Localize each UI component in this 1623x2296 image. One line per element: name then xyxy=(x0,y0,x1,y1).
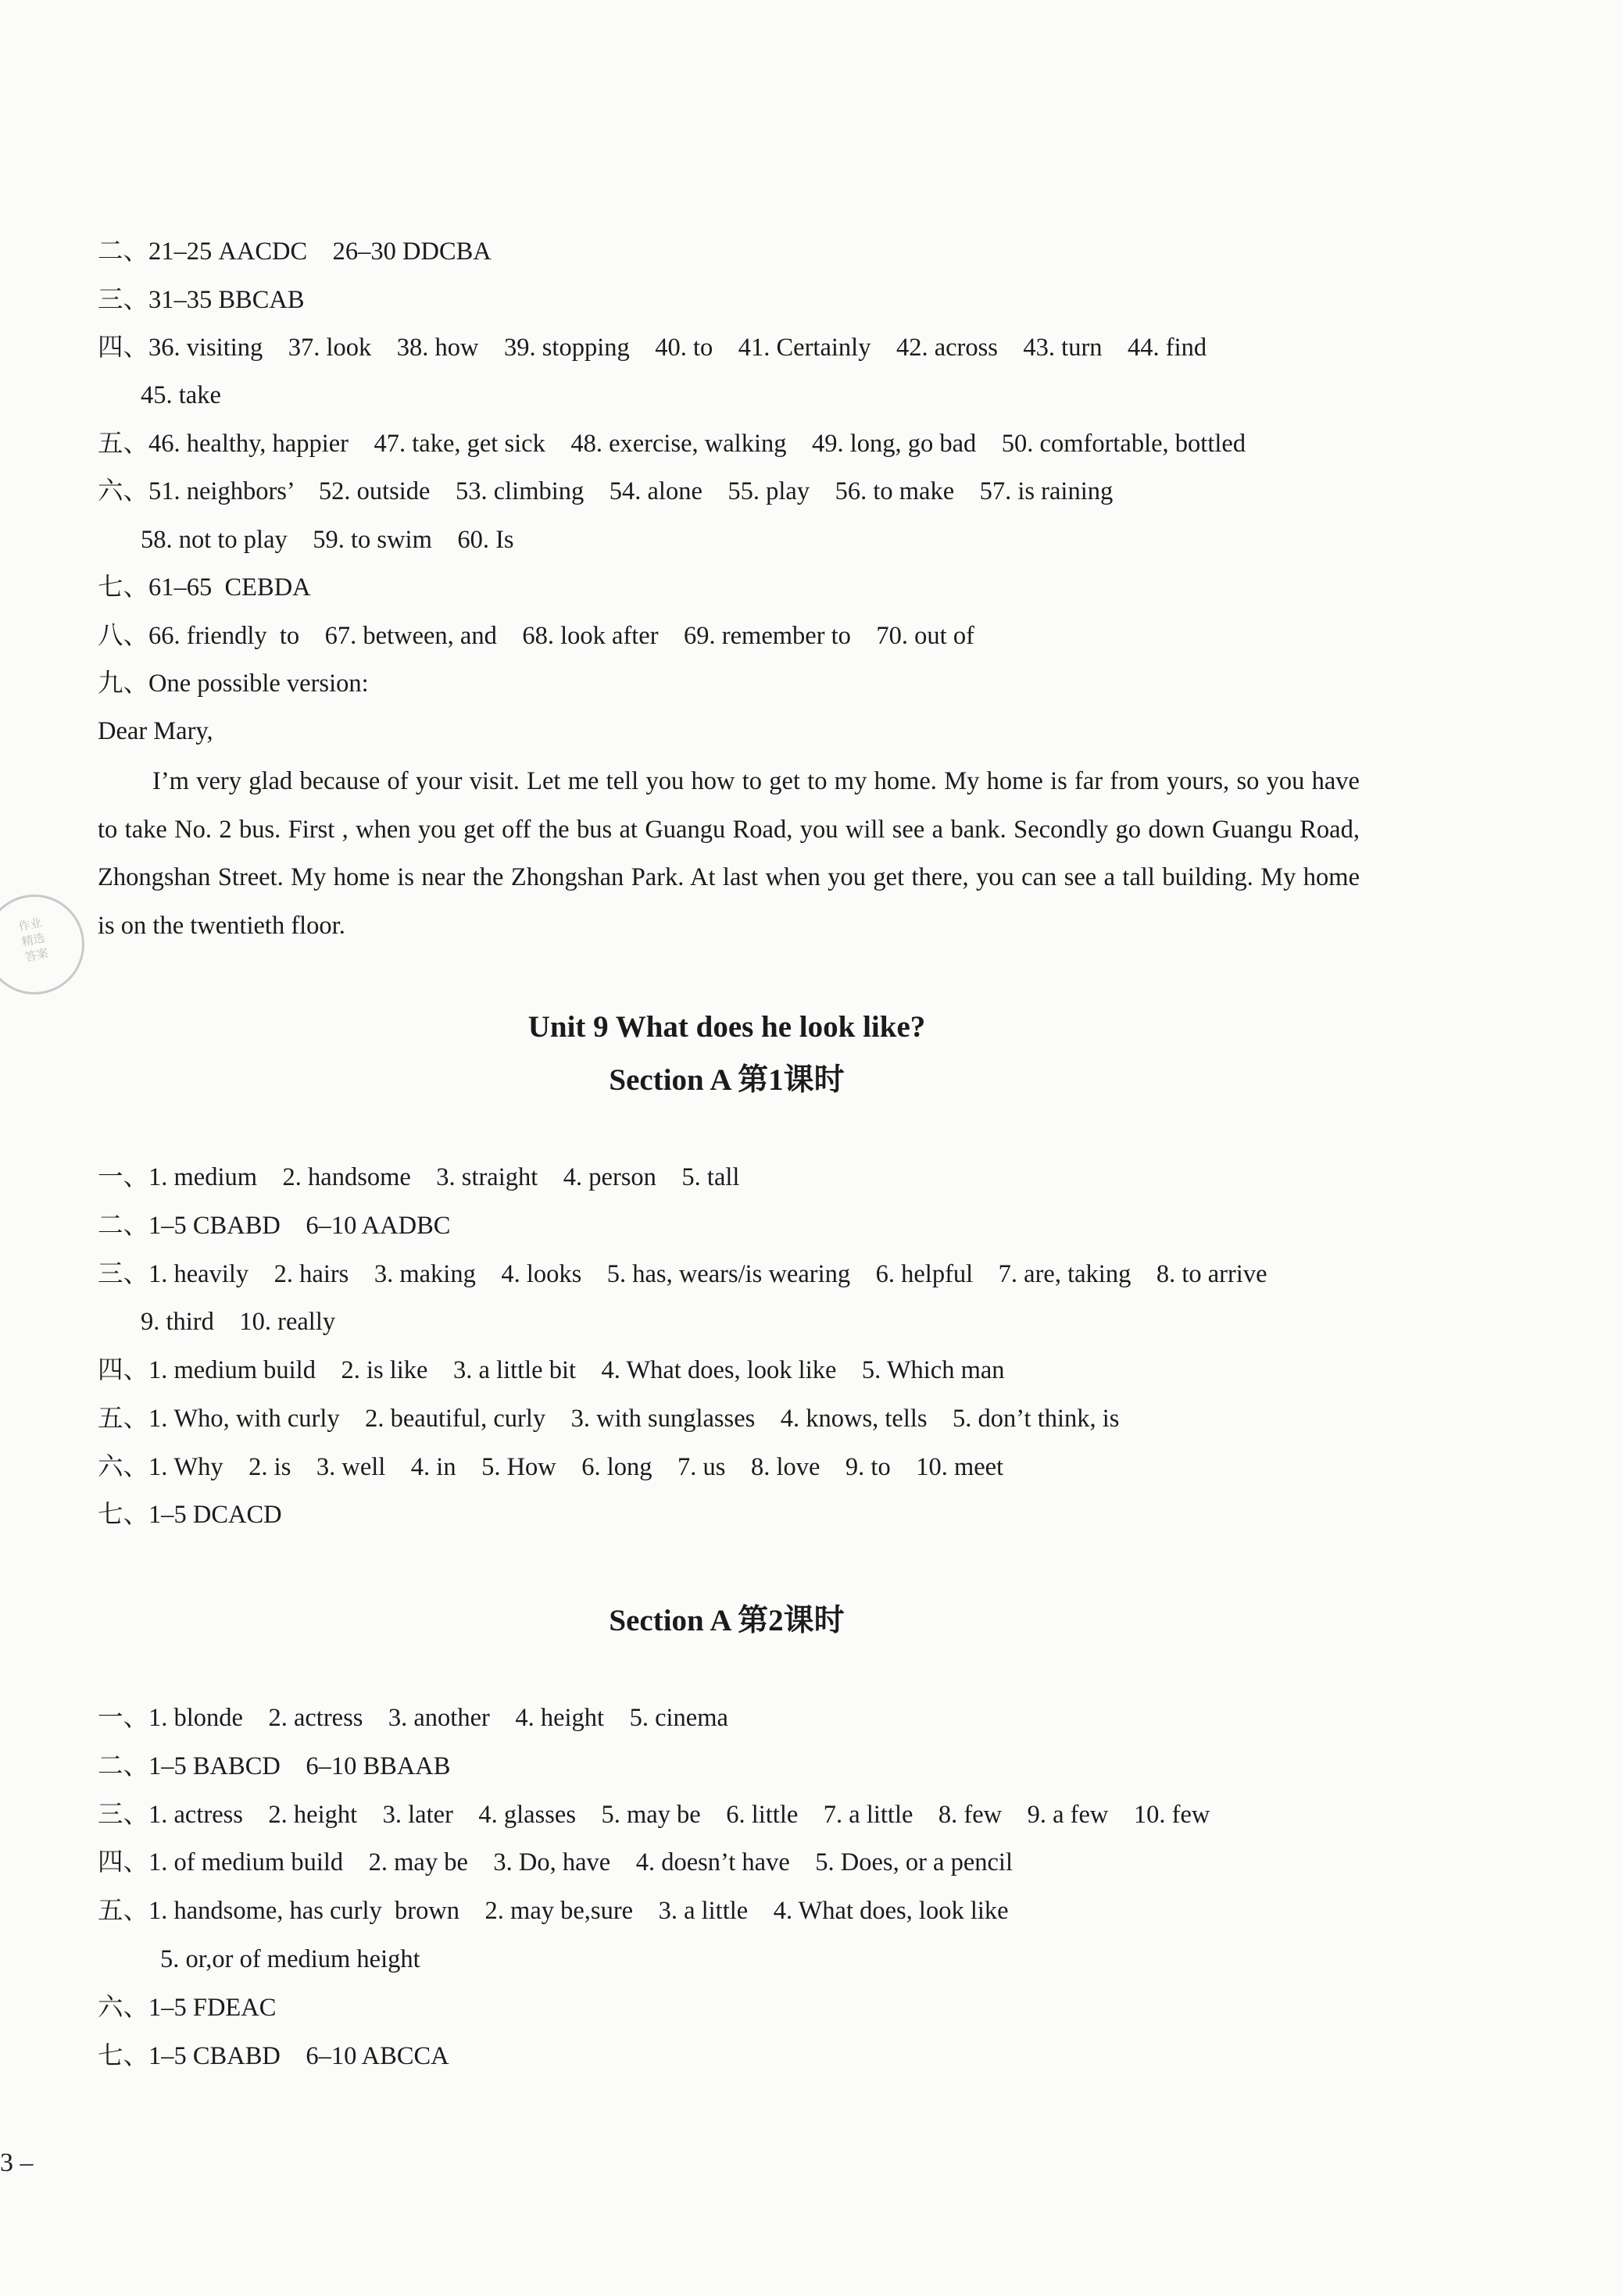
answer-line: 三、1. actress 2. height 3. later 4. glasses 5. may be 6. little 7. a little 8. few 9. a few 10. few xyxy=(98,1801,1210,1829)
answer-line: 一、1. blonde 2. actress 3. another 4. height 5. cinema xyxy=(98,1704,728,1732)
answer-line: 七、1–5 DCACD xyxy=(98,1501,282,1529)
answer-line: 七、61–65 CEBDA xyxy=(98,573,311,602)
section1-title: Section A 第1课时 xyxy=(609,1063,845,1097)
page-number: 3 – xyxy=(0,2148,34,2177)
answer-line: 45. take xyxy=(141,381,221,409)
answer-line: 五、1. handsome, has curly brown 2. may be,sure 3. a little 4. What does, look like xyxy=(98,1897,1009,1925)
answer-line: 一、1. medium 2. handsome 3. straight 4. person 5. tall xyxy=(98,1163,740,1191)
answer-line: 七、1–5 CBABD 6–10 ABCCA xyxy=(98,2042,449,2070)
answer-line: 四、36. visiting 37. look 38. how 39. stopping 40. to 41. Certainly 42. across 43. turn 44. find xyxy=(98,334,1207,362)
letter-body-text: I’m very glad because of your visit. Let me tell you how to get to my home. My home is far from yours, so you have to take No. 2 bus. First , when you get off the bus at Guangu Road, you will see a bank. Secondly go down Guangu Road, Zhongshan Street. My home is near the Zhongshan Park. At last when you get there, you can see a tall building. My home is on the twentieth floor. xyxy=(98,767,1360,940)
answer-line: 二、1–5 CBABD 6–10 AADBC xyxy=(98,1212,451,1240)
answer-line: 二、21–25 AACDC 26–30 DDCBA xyxy=(98,237,492,266)
answer-line: 58. not to play 59. to swim 60. Is xyxy=(141,526,514,554)
answer-line: 二、1–5 BABCD 6–10 BBAAB xyxy=(98,1752,451,1780)
answer-line: 五、46. healthy, happier 47. take, get sick 48. exercise, walking 49. long, go bad 50. comfortable, bottled xyxy=(98,430,1246,458)
answer-line: 9. third 10. really xyxy=(141,1308,336,1336)
answer-line: 六、51. neighbors’ 52. outside 53. climbing 54. alone 55. play 56. to make 57. is raining xyxy=(98,477,1114,505)
answer-line: Dear Mary, xyxy=(98,717,213,745)
sample-letter-body xyxy=(98,758,1360,950)
answer-line: 六、1. Why 2. is 3. well 4. in 5. How 6. long 7. us 8. love 9. to 10. meet xyxy=(98,1453,1004,1481)
answer-line: 四、1. medium build 2. is like 3. a little bit 4. What does, look like 5. Which man xyxy=(98,1356,1005,1384)
answer-line: 三、31–35 BBCAB xyxy=(98,286,305,314)
answer-line: 五、1. Who, with curly 2. beautiful, curly 3. with sunglasses 4. knows, tells 5. don’t think, is xyxy=(98,1405,1120,1433)
answer-line: 八、66. friendly to 67. between, and 68. look after 69. remember to 70. out of xyxy=(98,622,974,650)
section2-title: Section A 第2课时 xyxy=(609,1604,845,1637)
watermark-stamp: 作业 精选 答案 xyxy=(0,885,94,1004)
answer-line: 三、1. heavily 2. hairs 3. making 4. looks 5. has, wears/is wearing 6. helpful 7. are, taking 8. to arrive xyxy=(98,1260,1267,1288)
unit-title: Unit 9 What does he look like? xyxy=(527,1010,926,1044)
answer-line: 六、1–5 FDEAC xyxy=(98,1994,277,2022)
answer-line: 四、1. of medium build 2. may be 3. Do, have 4. doesn’t have 5. Does, or a pencil xyxy=(98,1848,1013,1876)
answer-line: 5. or,or of medium height xyxy=(160,1945,420,1973)
answer-line: 九、One possible version: xyxy=(98,670,369,698)
